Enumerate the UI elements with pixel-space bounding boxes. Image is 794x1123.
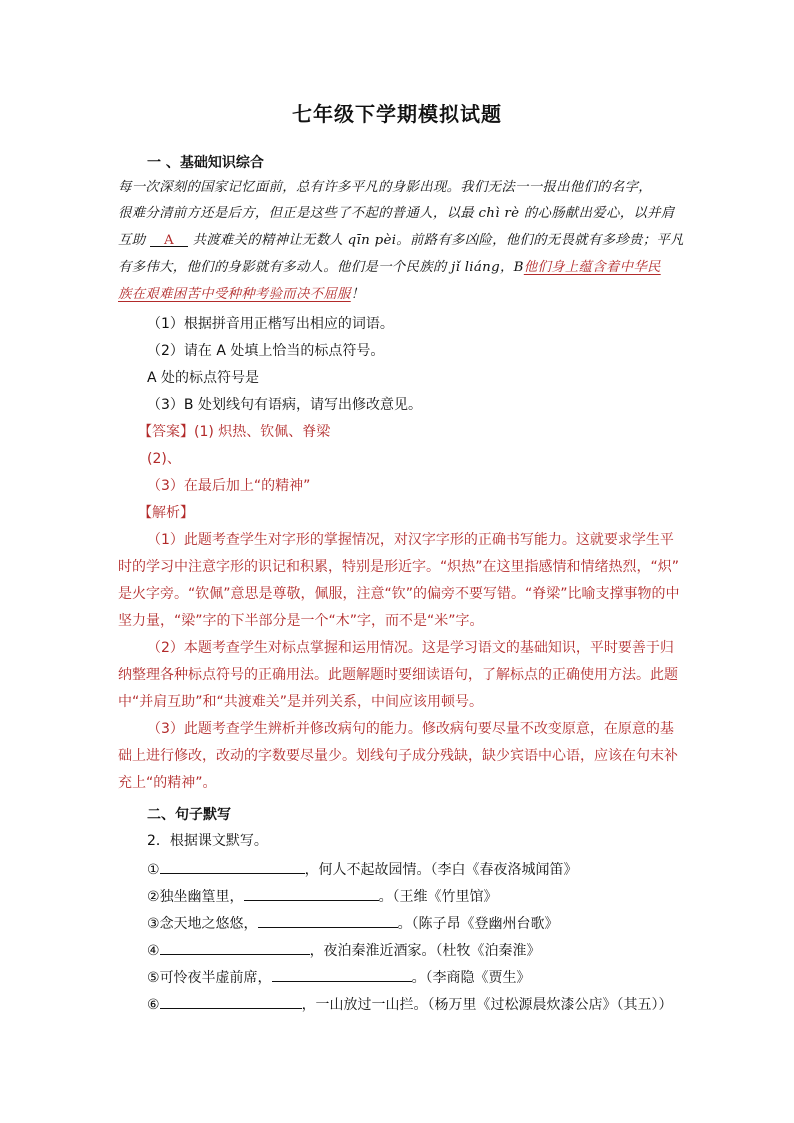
item-number: ② (147, 889, 160, 905)
passage-line-2: 很难分清前方还是后方，但正是这些了不起的普通人，以最 chì rè 的心肠献出爱心，以并肩 (118, 206, 675, 221)
question-3: （3）B 处划线句有语病，请写出修改意见。 (147, 397, 422, 413)
underlined-sentence-b: 他们身上蕴含着中华民 (523, 260, 661, 275)
item-after: 。（陈子昂《登幽州台歌》 (397, 916, 559, 932)
item-after: 。（李商隐《贾生》 (411, 970, 531, 986)
item-number: ⑤ (147, 970, 160, 986)
item-number: ① (147, 862, 160, 878)
item-before: 可怜夜半虚前席， (159, 970, 272, 986)
passage-text: ！ (350, 287, 365, 302)
item-before: 念天地之悠悠， (159, 916, 258, 932)
section-heading-recitation: 二、句子默写 (147, 807, 231, 823)
item-number: ③ (147, 916, 160, 932)
passage-line-3 (118, 231, 684, 251)
recitation-item (147, 939, 541, 961)
recitation-item (147, 885, 498, 907)
page-title: 七年级下学期模拟试题 (292, 102, 502, 126)
recitation-item (147, 858, 578, 880)
answer-3: （3）在最后加上“的精神” (147, 478, 311, 494)
passage-line-5 (118, 285, 364, 305)
item-after: ，夜泊秦淮近酒家。（杜牧《泊秦淮》 (309, 943, 541, 959)
passage-text: 共渡难关的精神让无数人 qīn pèi。前路有多凶险，他们的无畏就有多珍贵；平凡 (192, 233, 684, 248)
analysis-line: 中“并肩互助”和“共渡难关”是并列关系，中间应该用顿号。 (118, 694, 484, 710)
question-1: （1）根据拼音用正楷写出相应的词语。 (147, 316, 394, 332)
analysis-line: 时的学习中注意字形的识记和积累，特别是形近字。“炽热”在这里指感情和情绪热烈，“炽” (118, 559, 680, 575)
analysis-line: 础上进行修改，改动的字数要尽量少。划线句子成分残缺，缺少宾语中心语，应该在句末补 (118, 748, 678, 764)
fill-blank[interactable] (160, 993, 302, 1009)
analysis-line: 是火字旁。“钦佩”意思是尊敬，佩服，注意“钦”的偏旁不要写错。“脊梁”比喻支撑事物的中 (118, 586, 680, 602)
fill-blank[interactable] (160, 939, 310, 955)
recitation-prompt: 2．根据课文默写。 (147, 833, 268, 849)
fill-blank[interactable] (160, 858, 305, 874)
underlined-sentence-b-cont: 族在艰难困苦中受种种考验而决不屈服 (118, 287, 351, 302)
item-after: ，何人不起故园情。（李白《春夜洛城闻笛》 (304, 862, 578, 878)
blank-a-marker: A (163, 233, 174, 248)
analysis-line: （3）此题考查学生辨析并修改病句的能力。修改病句要尽量不改变原意，在原意的基 (147, 721, 674, 737)
answer-block (138, 422, 330, 442)
item-number: ⑥ (147, 997, 160, 1013)
recitation-item (147, 912, 559, 934)
fill-blank[interactable] (258, 912, 398, 928)
recitation-item (147, 966, 531, 988)
analysis-line: 坚力量，“梁”字的下半部分是一个“木”字，而不是“米”字。 (118, 613, 484, 629)
answer-1: (1) 炽热、钦佩、脊梁 (194, 424, 331, 440)
fill-blank[interactable] (272, 966, 412, 982)
answer-label: 【答案】 (138, 424, 194, 440)
item-after: ，一山放过一山拦。（杨万里《过松源晨炊漆公店》（其五）） (301, 997, 673, 1013)
section-heading-basics: 一 、基础知识综合 (147, 155, 264, 171)
blank-a (150, 231, 188, 247)
passage-text: 互助 (118, 233, 146, 248)
passage-line-4 (118, 258, 661, 278)
passage-text: 有多伟大，他们的身影就有多动人。他们是一个民族的 jǐ liáng，B (118, 260, 524, 275)
analysis-line: 充上“的精神”。 (118, 775, 217, 791)
answer-2: (2)、 (147, 451, 181, 467)
item-before: 独坐幽篁里， (159, 889, 244, 905)
item-number: ④ (147, 943, 160, 959)
question-2: （2）请在 A 处填上恰当的标点符号。 (147, 343, 385, 359)
analysis-line: （1）此题考查学生对字形的掌握情况，对汉字字形的正确书写能力。这就要求学生平 (147, 532, 674, 548)
recitation-item (147, 993, 673, 1015)
fill-blank[interactable] (244, 885, 379, 901)
item-after: 。（王维《竹里馆》 (378, 889, 498, 905)
analysis-line: 纳整理各种标点符号的正确用法。此题解题时要细读语句，了解标点的正确使用方法。此题 (118, 667, 678, 683)
passage-line-1: 每一次深刻的国家记忆面前，总有许多平凡的身影出现。我们无法一一报出他们的名字， (118, 180, 652, 195)
analysis-label: 【解析】 (138, 505, 194, 521)
question-2-answer-line: A 处的标点符号是 (147, 370, 260, 386)
analysis-line: （2）本题考查学生对标点掌握和运用情况。这是学习语文的基础知识，平时要善于归 (147, 640, 674, 656)
